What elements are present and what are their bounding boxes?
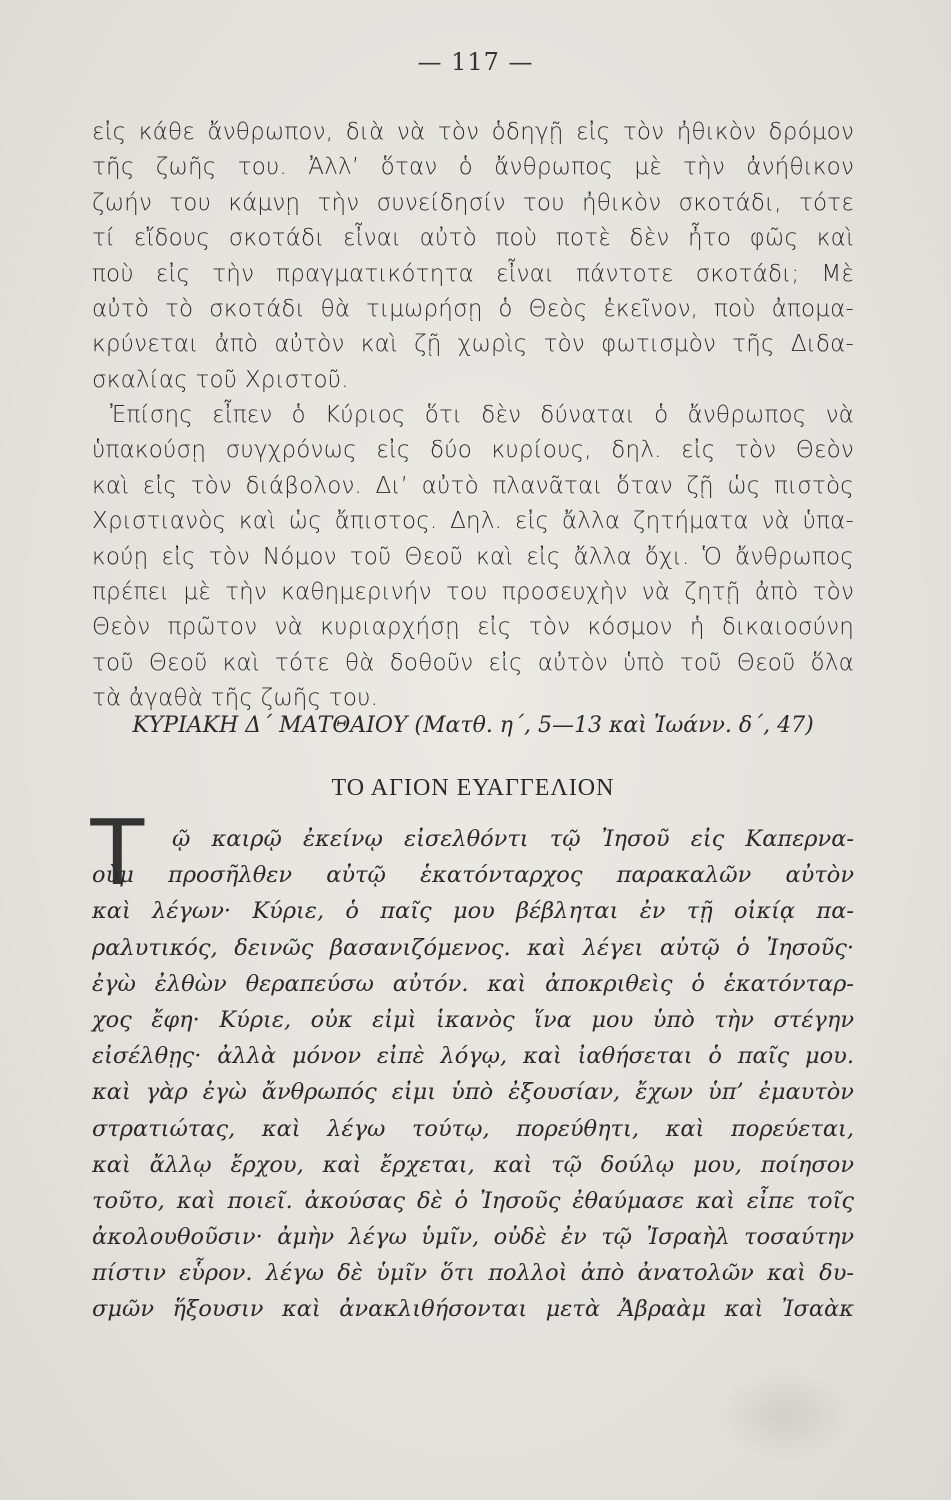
text-line: κούῃ εἰς τὸν Νόμον τοῦ Θεοῦ καὶ εἰς ἄλλα ὄχι. Ὁ ἄνθρωπος [92, 543, 854, 570]
text-line: τοῦτο, καὶ ποιεῖ. ἀκούσας δὲ ὁ Ἰησοῦς ἐθαύμασε καὶ εἶπε τοῖς [92, 1187, 854, 1214]
text-line: τί εἴδους σκοτάδι εἶναι αὐτὸ ποὺ ποτὲ δὲν ἦτο φῶς καὶ [92, 225, 854, 252]
text-line: ποὺ εἰς τὴν πραγματικότητα εἶναι πάντοτε σκοτάδι; Μὲ [92, 260, 854, 287]
text-line: Θεὸν πρῶτον νὰ κυριαρχήσῃ εἰς τὸν κόσμον ἡ δικαιοσύνη [92, 614, 854, 641]
text-line: ἐγὼ ἐλθὼν θεραπεύσω αὐτόν. καὶ ἀποκριθεὶς ὁ ἑκατόνταρ- [92, 970, 854, 997]
text-line: τὰ ἀγαθὰ τῆς ζωῆς του. [92, 685, 379, 712]
text-line: καὶ ἄλλῳ ἔρχου, καὶ ἔρχεται, καὶ τῷ δούλῳ μου, ποίησον [92, 1151, 854, 1178]
text-line: αὐτὸ τὸ σκοτάδι θὰ τιμωρήσῃ ὁ Θεὸς ἐκεῖνον, ποὺ ἀπομα- [92, 295, 854, 322]
text-line: ῷ καιρῷ ἐκείνῳ εἰσελθόντι τῷ Ἰησοῦ εἰς Καπερνα- [172, 826, 854, 852]
text-line: οὺμ προσῆλθεν αὐτῷ ἑκατόνταρχος παρακαλῶν αὐτὸν [92, 862, 854, 889]
text-line: ζωήν του κάμνῃ τὴν συνείδησίν του ἠθικὸν σκοτάδι, τότε [92, 189, 854, 216]
text-line: Ἐπίσης εἶπεν ὁ Κύριος ὅτι δὲν δύναται ὁ ἄνθρωπος νὰ [110, 402, 854, 428]
paragraph-continuation [92, 115, 854, 398]
page-number: — 117 — [417, 48, 534, 76]
text-line: καὶ γὰρ ἐγὼ ἄνθρωπός εἰμι ὑπὸ ἐξουσίαν, ἔχων ὑπ’ ἐμαυτὸν [92, 1079, 854, 1106]
text-line: χος ἔφη· Κύριε, οὐκ εἰμὶ ἱκανὸς ἵνα μου ὑπὸ τὴν στέγην [92, 1006, 854, 1033]
text-line: στρατιώτας, καὶ λέγω τούτῳ, πορεύθητι, καὶ πορεύεται, [92, 1115, 854, 1142]
paragraph-two-kings [92, 398, 854, 717]
text-line: καὶ εἰς τὸν διάβολον. Δι’ αὐτὸ πλανᾶται ὅταν ζῇ ὡς πιστὸς [92, 472, 854, 499]
paper-smudge [720, 1370, 850, 1460]
text-line: καὶ λέγων· Κύριε, ὁ παῖς μου βέβληται ἐν τῇ οἰκίᾳ πα- [92, 898, 854, 925]
text-line: σκαλίας τοῦ Χριστοῦ. [92, 366, 349, 393]
text-line: εἰς κάθε ἄνθρωπον, διὰ νὰ τὸν ὁδηγῇ εἰς τὸν ἠθικὸν δρόμον [92, 119, 854, 145]
text-line: σμῶν ἥξουσιν καὶ ἀνακλιθήσονται μετὰ Ἀβραὰμ καὶ Ἰσαὰκ [92, 1296, 854, 1323]
text-line: κρύνεται ἀπὸ αὐτὸν καὶ ζῇ χωρὶς τὸν φωτισμὸν τῆς Διδα- [92, 331, 854, 358]
text-line: πίστιν εὗρον. λέγω δὲ ὑμῖν ὅτι πολλοὶ ἀπὸ ἀνατολῶν καὶ δυ- [92, 1260, 854, 1287]
text-line: ὑπακούσῃ συγχρόνως εἰς δύο κυρίους, δηλ. εἰς τὸν Θεὸν [92, 437, 854, 464]
text-line: τοῦ Θεοῦ καὶ τότε θὰ δοθοῦν εἰς αὐτὸν ὑπὸ τοῦ Θεοῦ ὅλα [92, 649, 854, 676]
text-line: Χριστιανὸς καὶ ὡς ἄπιστος. Δηλ. εἰς ἄλλα ζητήματα νὰ ὑπα- [92, 508, 854, 535]
text-line: ἀκολουθοῦσιν· ἀμὴν λέγω ὑμῖν, οὐδὲ ἐν τῷ Ἰσραὴλ τοσαύτην [92, 1224, 854, 1251]
text-line: ραλυτικός, δεινῶς βασανιζόμενος. καὶ λέγει αὐτῷ ὁ Ἰησοῦς· [92, 934, 854, 961]
text-line: εἰσέλθῃς· ἀλλὰ μόνον εἰπὲ λόγῳ, καὶ ἰαθήσεται ὁ παῖς μου. [92, 1043, 854, 1070]
drop-cap: Τ [88, 798, 147, 905]
gospel-text [92, 821, 854, 1328]
section-title: ΤΟ ΑΓΙΟΝ ΕΥΑΓΓΕΛΙΟΝ [331, 775, 615, 801]
section-heading: ΚΥΡΙΑΚΗ Δ΄ ΜΑΤΘΑΙΟΥ (Ματθ. η΄, 5—13 καὶ Ἰωάνν. δ΄, 47) [132, 713, 814, 738]
text-line: πρέπει μὲ τὴν καθημερινήν του προσευχὴν νὰ ζητῇ ἀπὸ τὸν [92, 578, 854, 605]
text-line: τῆς ζωῆς του. Ἀλλ’ ὅταν ὁ ἄνθρωπος μὲ τὴν ἀνήθικον [92, 154, 854, 181]
